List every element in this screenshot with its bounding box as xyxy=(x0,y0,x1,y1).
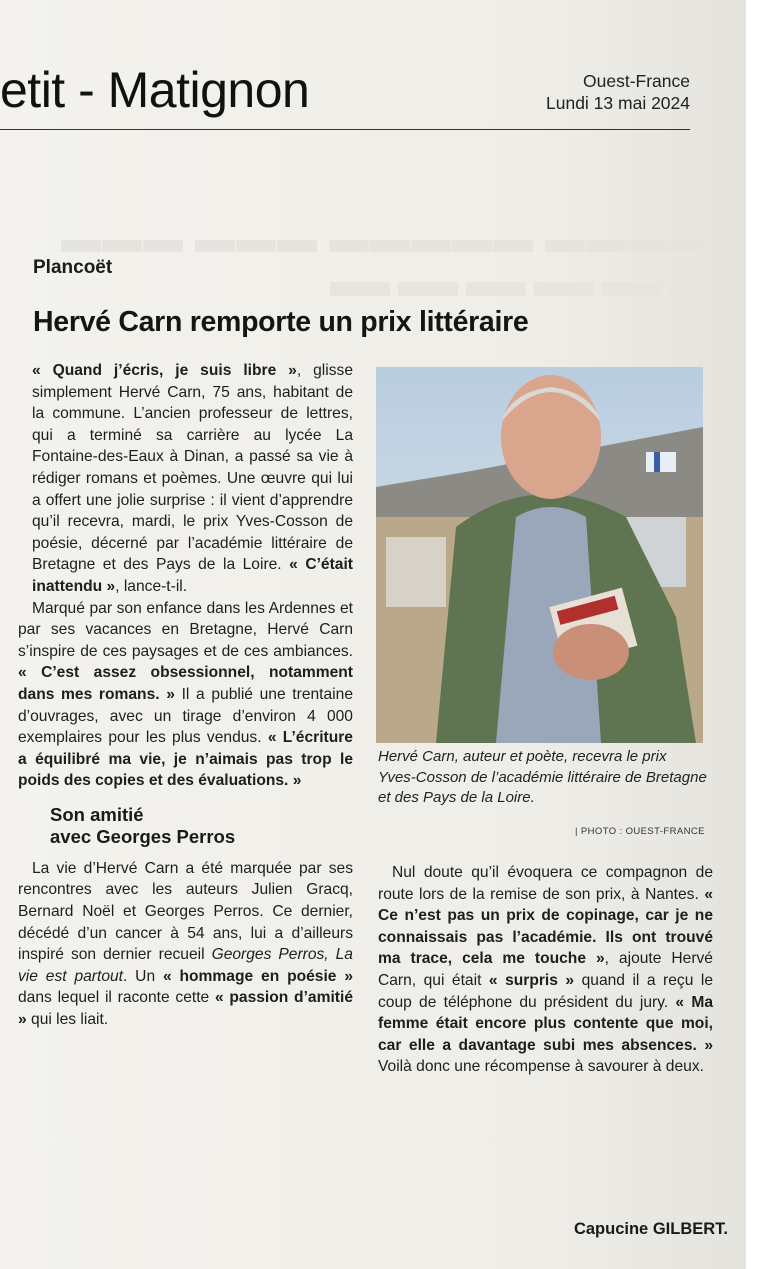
section-title: etit - Matignon xyxy=(0,62,310,118)
portrait-photo-illustration xyxy=(376,367,703,743)
article-paragraph xyxy=(18,858,353,1031)
article-column-right xyxy=(378,862,713,1078)
photo-credit: | PHOTO : OUEST-FRANCE xyxy=(575,826,705,837)
text-run: Voilà donc une récompense à savourer à deux. xyxy=(378,1058,704,1076)
text-run: « C’est assez obsessionnel, notamment dans mes romans. » xyxy=(18,664,353,703)
text-run: dans lequel il raconte cette xyxy=(18,989,215,1007)
article-paragraph xyxy=(378,862,713,1078)
article-paragraph xyxy=(18,598,353,792)
text-run: « Ma femme était encore plus contente que moi, car elle a davantage subi mes absences. » xyxy=(378,993,713,1054)
subheading-line: avec Georges Perros xyxy=(50,825,236,847)
text-run: . Un xyxy=(123,967,163,985)
text-run: « passion d’amitié » xyxy=(18,989,353,1029)
masthead-info xyxy=(546,70,690,114)
text-run: , ajoute Hervé Carn, qui était xyxy=(378,950,713,989)
text-run: La vie d’Hervé Carn a été marquée par ses rencontres avec les auteurs Julien Gracq, Bernard Noël et Georges Perros. Ce dernier, décédé d’un cancer à 54 ans, lui a d’ailleurs inspiré son dernier recueil xyxy=(18,859,353,964)
text-run: quand il a reçu le coup de téléphone du président du jury. xyxy=(378,971,714,1011)
article-column-left xyxy=(18,360,353,1031)
text-run: Georges Perros, La vie est partout xyxy=(18,946,353,985)
publication-date: Lundi 13 mai 2024 xyxy=(546,93,690,113)
text-run: Marqué par son enfance dans les Ardennes et par ses vacances en Bretagne, Hervé Carn s’inspire de ces paysages et de ces ambiances. xyxy=(18,599,353,660)
text-run: , lance-t-il. xyxy=(115,577,188,595)
text-run: qui les liait. xyxy=(26,1011,109,1029)
text-run: « L’écriture a équilibré ma vie, je n’aimais pas trop le poids des copies et des évaluations. » xyxy=(18,729,353,790)
masthead-rule xyxy=(0,129,690,130)
text-run: « C’était inattendu » xyxy=(32,556,353,595)
text-run: Nul doute qu’il évoquera ce compagnon de route lors de la remise de son prix, à Nantes. xyxy=(378,864,713,903)
text-run: Il a publié une trentaine d’ouvrages, avec un tirage d’environ 4 000 exemplaires pour les plus vendus. xyxy=(18,685,353,747)
text-run: « surpris » xyxy=(488,971,575,989)
article-kicker: Plancoët xyxy=(33,257,113,278)
article-paragraph xyxy=(18,360,353,598)
show-through-lines xyxy=(330,282,710,296)
photo-caption: Hervé Carn, auteur et poète, recevra le prix Yves-Cosson de l’académie littéraire de Bretagne et des Pays de la Loire. xyxy=(378,748,707,806)
article-headline: Hervé Carn remporte un prix littéraire xyxy=(33,306,529,338)
text-run: , glisse simplement Hervé Carn, 75 ans, habitant de la commune. L’ancien professeur de lettres, qui a terminé sa carrière au lycée La Fontaine-des-Eaux à Dinan, a passé sa vie à rédiger romans et poèmes. Une œuvre qui lui a offert une jolie surprise : il vient d’apprendre qu’il recevra, mardi, le prix Yves-Cosson de poésie, décerné par l’académie littéraire de Bretagne et des Pays de la Loire. xyxy=(32,362,353,574)
text-run: « hommage en poésie » xyxy=(162,967,353,985)
article-subheading xyxy=(50,804,353,848)
page-edge xyxy=(746,0,768,1269)
author-signature: Capucine GILBERT. xyxy=(573,1220,728,1238)
portrait-photo xyxy=(376,367,703,743)
subheading-line: Son amitié xyxy=(50,803,144,825)
text-run: « Quand j’écris, je suis libre » xyxy=(32,362,297,379)
newspaper-name: Ouest-France xyxy=(583,71,690,91)
text-run: « Ce n’est pas un prix de copinage, car je ne connaissais pas l’académie. Ils ont trouvé ma trace, cela me touche » xyxy=(378,885,713,968)
show-through-text: ▬▬▬▬ ▬▬▬▬▬ ▬▬▬ ▬▬▬ xyxy=(60,216,708,261)
